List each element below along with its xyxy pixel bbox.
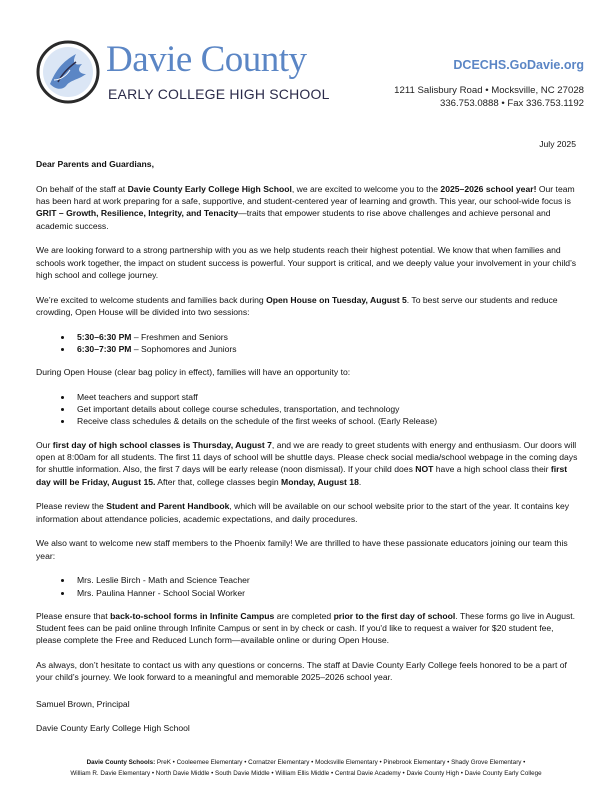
forms-bold: back-to-school forms in Infinite Campus: [110, 610, 275, 621]
text: Please review the: [36, 501, 107, 512]
letter-body: [36, 158, 581, 747]
logo-title: Davie County: [106, 39, 307, 80]
open-house-date-bold: Open House on Tuesday, August 5: [266, 294, 407, 305]
paragraph-forms: [36, 610, 581, 647]
paragraph-welcome: [36, 183, 581, 232]
paragraph-first-day: [36, 439, 581, 488]
salutation: Dear Parents and Guardians,: [36, 159, 154, 169]
text: On behalf of the staff at: [36, 183, 128, 194]
school-year-bold: 2025–2026 school year!: [440, 183, 537, 194]
grit-focus-bold: GRIT – Growth, Resilience, Integrity, and Tenacity: [36, 208, 239, 219]
list-item: • Mrs. Paulina Hanner - School Social Worker: [73, 587, 581, 599]
school-website-link[interactable]: DCECHS.GoDavie.org: [453, 58, 584, 72]
session-desc: – Freshmen and Seniors: [131, 331, 228, 342]
monday-bold: Monday, August 18: [281, 476, 359, 487]
school-logo: [36, 36, 336, 106]
logo-subtitle: EARLY COLLEGE HIGH SCHOOL: [108, 86, 330, 102]
deadline-bold: prior to the first day of school: [333, 610, 456, 621]
paragraph-new-staff: We also want to welcome new staff members to the Phoenix family! We are thrilled to have these passionate educators joining our team this year:: [36, 538, 568, 561]
session-desc: – Sophomores and Juniors: [131, 343, 237, 354]
opportunities-list: [36, 391, 581, 428]
text: are completed: [274, 610, 334, 621]
school-address-block: [394, 85, 584, 110]
signature-name: Samuel Brown, Principal: [36, 698, 130, 709]
text: , we are excited to welcome you to the: [291, 183, 441, 194]
text: We’re excited to welcome students and families back during: [36, 294, 267, 305]
friday-bold: first day will be Friday, August 15.: [36, 464, 568, 487]
signature-school: Davie County Early College High School: [36, 723, 190, 734]
signature-block: [36, 698, 581, 735]
text: Our team has been hard at work preparing for a safe, supportive, and student-centered year of learning and growth. This year, our school-wide focus is: [36, 183, 575, 206]
text: .: [358, 476, 362, 487]
footer-line-1: [0, 758, 612, 769]
paragraph-closing: As always, don’t hesitate to contact us with any questions or concerns. The staff at Davie County Early College feels honored to be a part of your child’s journey. We look forward to a meaningful and memorable 2025–2026 school year.: [36, 660, 567, 683]
paragraph-open-house: [36, 294, 581, 319]
text: Please ensure that: [36, 610, 111, 621]
handbook-bold: Student and Parent Handbook: [106, 501, 230, 512]
school-name-bold: Davie County Early College High School: [127, 183, 292, 194]
staff-list: [36, 574, 581, 599]
sessions-list: [36, 331, 581, 356]
footer-schools-1: PreK • Cooleemee Elementary • Cornatzer Elementary • Mocksville Elementary • Pinebrook Elementary • Shady Grove Elementary •: [155, 759, 526, 766]
text: . To best serve our students and reduce crowding, Open House will be divided into two sessions:: [36, 294, 558, 317]
first-day-bold: first day of high school classes is Thursday, August 7: [52, 439, 272, 450]
footer-line-2: William R. Davie Elementary • North Davie Middle • South Davie Middle • William Ellis Middle • Central Davie Academy • Davie County High • Davie County Early College: [70, 769, 542, 777]
not-bold: NOT: [415, 464, 434, 475]
session-time: 5:30–6:30 PM: [77, 331, 132, 342]
list-item: • Get important details about college course schedules, transportation, and technology: [73, 403, 581, 415]
phoenix-logo-icon: [36, 40, 100, 104]
paragraph-handbook: [36, 500, 581, 525]
list-item: [73, 343, 581, 355]
footer-schools-list: [0, 758, 612, 779]
paragraph-partnership: We are looking forward to a strong partnership with you as we help students reach their highest potential. We know that when families and schools work together, the impact on student success is powerful. Your support is critical, and we deeply value your involvement in your child’s high school and college journey.: [36, 245, 577, 280]
session-time: 6:30–7:30 PM: [77, 343, 132, 354]
text: , and we are ready to greet students with energy and enthusiasm. Our doors will open at 8:00am for all students. The first 11 days of school will be shuttle days. Please check social media/school webpage in the coming days for shuttle information. Also, the first 7 days will be early release (noon dismissal). If your child does: [36, 439, 578, 475]
list-item: • Mrs. Leslie Birch - Math and Science Teacher: [73, 574, 581, 586]
paragraph-opportunities: During Open House (clear bag policy in effect), families will have an opportunity to:: [36, 367, 351, 378]
text: have a high school class their: [433, 464, 551, 475]
footer-label: Davie County Schools:: [86, 759, 156, 766]
text: After that, college classes begin: [155, 476, 282, 487]
list-item: • Meet teachers and support staff: [73, 391, 581, 403]
list-item: • Receive class schedules & details on the schedule of the first weeks of school. (Early Release): [73, 415, 581, 427]
school-address: 1211 Salisbury Road • Mocksville, NC 27028: [394, 85, 584, 96]
text: , which will be available on our school website prior to the start of the year. It contains key information about attendance policies, academic expectations, and daily procedures.: [36, 501, 570, 524]
list-item: [73, 331, 581, 343]
text: —traits that empower students to rise above challenges and achieve personal and academic success.: [36, 208, 551, 231]
letter-date: July 2025: [539, 139, 576, 149]
text: . These forms go live in August. Student fees can be paid online through Infinite Campus or sent in by check or cash. If you'd like to request a waiver for $20 student fee, please complete the Free and Reduced Lunch form—available online or during Open House.: [36, 610, 576, 646]
school-phone-fax: 336.753.0888 • Fax 336.753.1192: [439, 97, 584, 109]
text: Our: [36, 439, 53, 450]
